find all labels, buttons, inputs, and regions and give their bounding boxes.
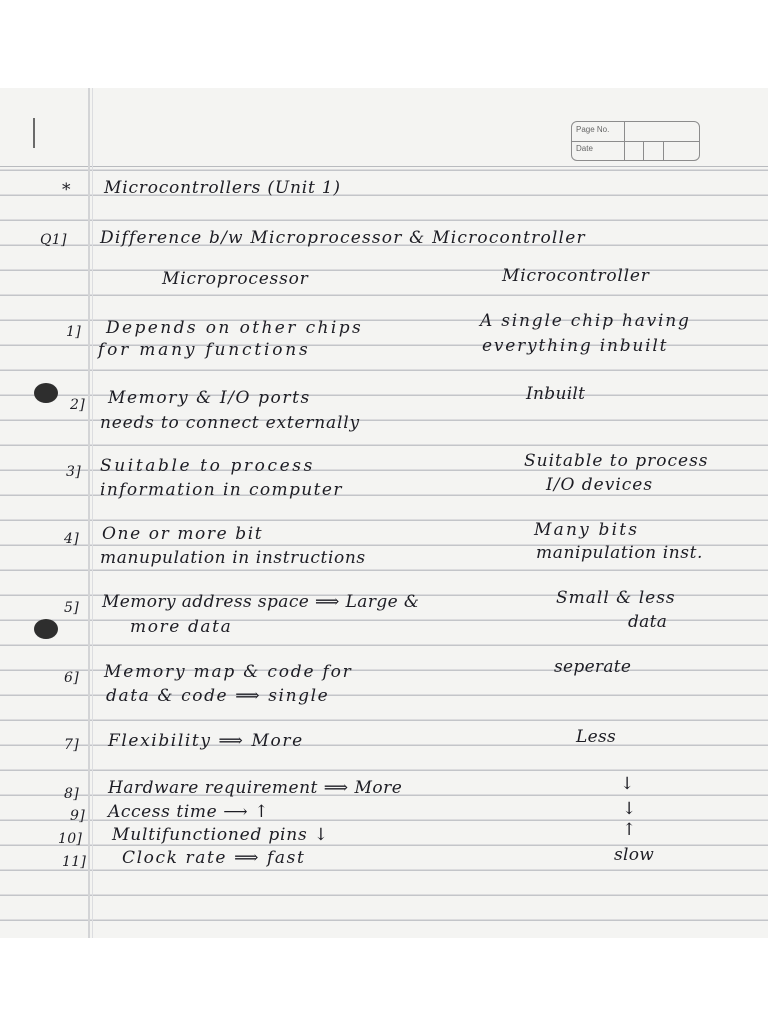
point-right-text: ↓ bbox=[620, 774, 635, 794]
point-right-text: Small & less bbox=[556, 588, 676, 608]
date-row bbox=[572, 141, 699, 160]
point-number: 9] bbox=[70, 808, 85, 824]
point-right-text: Many bits bbox=[534, 520, 640, 540]
question-text: Difference b/w Microprocessor & Microcontroller bbox=[100, 228, 586, 248]
page-title: Microcontrollers (Unit 1) bbox=[104, 178, 341, 198]
point-number: 2] bbox=[70, 397, 85, 413]
binder-hole bbox=[34, 619, 58, 639]
point-right-text: everything inbuilt bbox=[482, 336, 669, 356]
point-number: 6] bbox=[64, 670, 79, 686]
point-number: 1] bbox=[66, 324, 81, 340]
page-header-box bbox=[571, 121, 700, 161]
point-left-text: Memory address space ⟹ Large & bbox=[102, 592, 420, 612]
point-left-text: One or more bit bbox=[102, 524, 264, 544]
point-left-text: manupulation in instructions bbox=[100, 548, 366, 568]
page-no-row bbox=[572, 122, 699, 142]
point-right-text: ↓ bbox=[622, 799, 637, 819]
point-left-text: for many functions bbox=[98, 340, 311, 360]
point-left-text: Clock rate ⟹ fast bbox=[122, 848, 306, 868]
column-heading-microcontroller: Microcontroller bbox=[502, 266, 650, 286]
date-cell-divider bbox=[643, 141, 644, 160]
date-label: Date bbox=[576, 144, 593, 153]
point-number: 4] bbox=[64, 531, 79, 547]
point-right-text: seperate bbox=[554, 657, 632, 677]
margin-line bbox=[92, 88, 93, 938]
date-cell-divider bbox=[663, 141, 664, 160]
page-no-label: Page No. bbox=[576, 125, 610, 134]
point-right-text: ↑ bbox=[622, 820, 637, 840]
point-number: 10] bbox=[58, 831, 83, 847]
point-left-text: Multifunctioned pins ↓ bbox=[112, 825, 329, 845]
title-bullet: * bbox=[62, 180, 72, 200]
point-right-text: A single chip having bbox=[480, 311, 691, 331]
point-right-text: data bbox=[628, 612, 668, 632]
point-number: 7] bbox=[64, 737, 79, 753]
date-field bbox=[624, 141, 700, 160]
point-left-text: data & code ⟹ single bbox=[106, 686, 330, 706]
point-right-text: slow bbox=[614, 845, 655, 865]
point-right-text: manipulation inst. bbox=[536, 543, 704, 563]
point-left-text: information in computer bbox=[100, 480, 343, 500]
point-left-text: Memory & I/O ports bbox=[108, 388, 311, 408]
margin-line bbox=[88, 88, 90, 938]
point-left-text: Memory map & code for bbox=[104, 662, 353, 682]
point-right-text: Less bbox=[576, 727, 616, 747]
point-right-text: I/O devices bbox=[546, 475, 654, 495]
point-left-text: Suitable to process bbox=[100, 456, 315, 476]
page-no-field bbox=[624, 122, 700, 141]
binder-hole bbox=[34, 383, 58, 403]
pencil-mark bbox=[33, 118, 35, 148]
point-left-text: Hardware requirement ⟹ More bbox=[108, 778, 403, 798]
point-number: 11] bbox=[62, 854, 87, 870]
point-left-text: Depends on other chips bbox=[106, 318, 364, 338]
point-left-text: more data bbox=[130, 617, 233, 637]
column-heading-microprocessor: Microprocessor bbox=[162, 269, 309, 289]
page-top-margin bbox=[0, 88, 768, 167]
point-left-text: Flexibility ⟹ More bbox=[108, 731, 304, 751]
point-left-text: needs to connect externally bbox=[100, 413, 360, 433]
point-number: 5] bbox=[64, 600, 79, 616]
point-right-text: Inbuilt bbox=[526, 384, 586, 404]
point-right-text: Suitable to process bbox=[524, 451, 709, 471]
point-number: 3] bbox=[66, 464, 81, 480]
point-left-text: Access time ⟶ ↑ bbox=[108, 802, 270, 822]
question-number: Q1] bbox=[40, 232, 67, 248]
point-number: 8] bbox=[64, 786, 79, 802]
